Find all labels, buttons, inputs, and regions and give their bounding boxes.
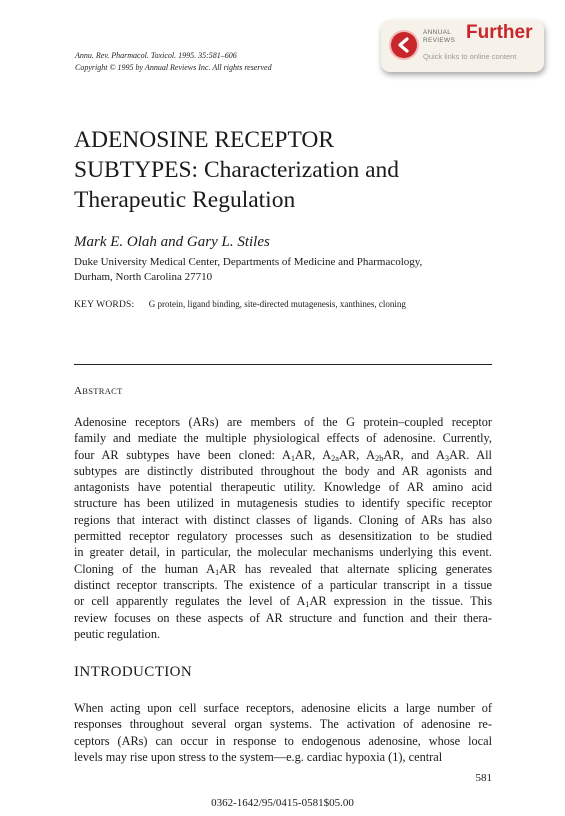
abstract-text	[74, 414, 492, 642]
text-line: in greater detail, in particular, the molecular mechanisms underlying this event.	[74, 545, 492, 560]
abstract-heading-rest: BSTRACT	[82, 386, 123, 396]
text-line: peutic regulation.	[74, 626, 161, 641]
play-arrow-icon	[391, 32, 417, 58]
text-line: or cell apparently regulates the level of $A_1AR$ expression in the tissue. This	[74, 594, 492, 610]
keywords	[74, 299, 406, 310]
page-number: 581	[475, 772, 492, 784]
affiliation-line: Duke University Medical Center, Departments of Medicine and Pharmacology,	[74, 256, 423, 268]
title-line: Therapeutic Regulation	[74, 187, 296, 213]
text-line: antagonists have potential therapeutic utility. Knowledge of AR amino acid	[74, 480, 492, 495]
journal-citation: Annu. Rev. Pharmacol. Toxicol. 1995. 35:581–606	[75, 51, 237, 60]
affiliation-line: Durham, North Carolina 27710	[74, 271, 213, 283]
text-line: regions that interact with distinct classes of ligands. Cloning of ARs has also	[74, 512, 492, 527]
introduction-heading: INTRODUCTION	[74, 664, 193, 680]
text-line: When acting upon cell surface receptors, adenosine elicits a large number of	[74, 701, 492, 715]
text-line: Cloning of the human $A_1AR$ has revealed that alternate splicing generates	[74, 561, 492, 577]
text-line: structure has been utilized in mutagenesis studies to identify specific receptor	[74, 496, 492, 511]
copyright-notice: Copyright © 1995 by Annual Reviews Inc. All rights reserved	[75, 63, 272, 72]
journal-citation-block	[75, 50, 375, 74]
abstract-heading	[74, 385, 123, 397]
authors: Mark E. Olah and Gary L. Stiles	[74, 234, 270, 250]
text-line: four AR subtypes have been cloned: $A_1AR$, $A_{2a}AR$, $A_{2b}AR$, and $A_3AR$. All	[74, 447, 492, 463]
article-title	[74, 125, 504, 215]
text-line: review focuses on these aspects of AR structure and function and their thera-	[74, 610, 492, 625]
annual-reviews-wordmark: ANNUAL REVIEWS	[423, 29, 456, 44]
text-line: subtypes are distinctly distributed throughout the body and AR agonists and	[74, 463, 492, 478]
further-wordmark: Further	[466, 22, 533, 43]
text-line: distinct receptor transcripts. The existence of a particular transcript in a tissue	[74, 577, 492, 592]
text-line: family and mediate the multiple physiological effects of adenosine. Currently,	[74, 431, 492, 446]
further-links-badge[interactable]	[381, 20, 544, 72]
text-line: Adenosine receptors (ARs) are members of the G protein–coupled receptor	[74, 415, 492, 429]
text-line: ceptors (ARs) can occur in response to endogenous adenosine, whose local	[74, 733, 492, 748]
keywords-label: KEY WORDS:	[74, 300, 135, 310]
abstract-heading-initial: A	[74, 385, 83, 397]
keywords-text: G protein, ligand binding, site-directed mutagenesis, xanthines, cloning	[148, 299, 406, 309]
introduction-text	[74, 700, 492, 765]
badge-tagline: Quick links to online content	[423, 52, 517, 61]
text-line: levels may rise upon stress to the system—e.g. cardiac hypoxia (1), central	[74, 749, 443, 764]
issn-code: 0362-1642/95/0415-0581$05.00	[211, 797, 354, 809]
text-line: responses throughout several organ systems. The activation of adenosine re-	[74, 717, 492, 732]
affiliation	[74, 255, 494, 285]
text-line: permitted receptor regulatory processes such as desensitization to be studied	[74, 529, 492, 544]
title-line: SUBTYPES: Characterization and	[74, 157, 400, 183]
title-line: ADENOSINE RECEPTOR	[74, 127, 335, 153]
section-divider	[74, 364, 492, 365]
